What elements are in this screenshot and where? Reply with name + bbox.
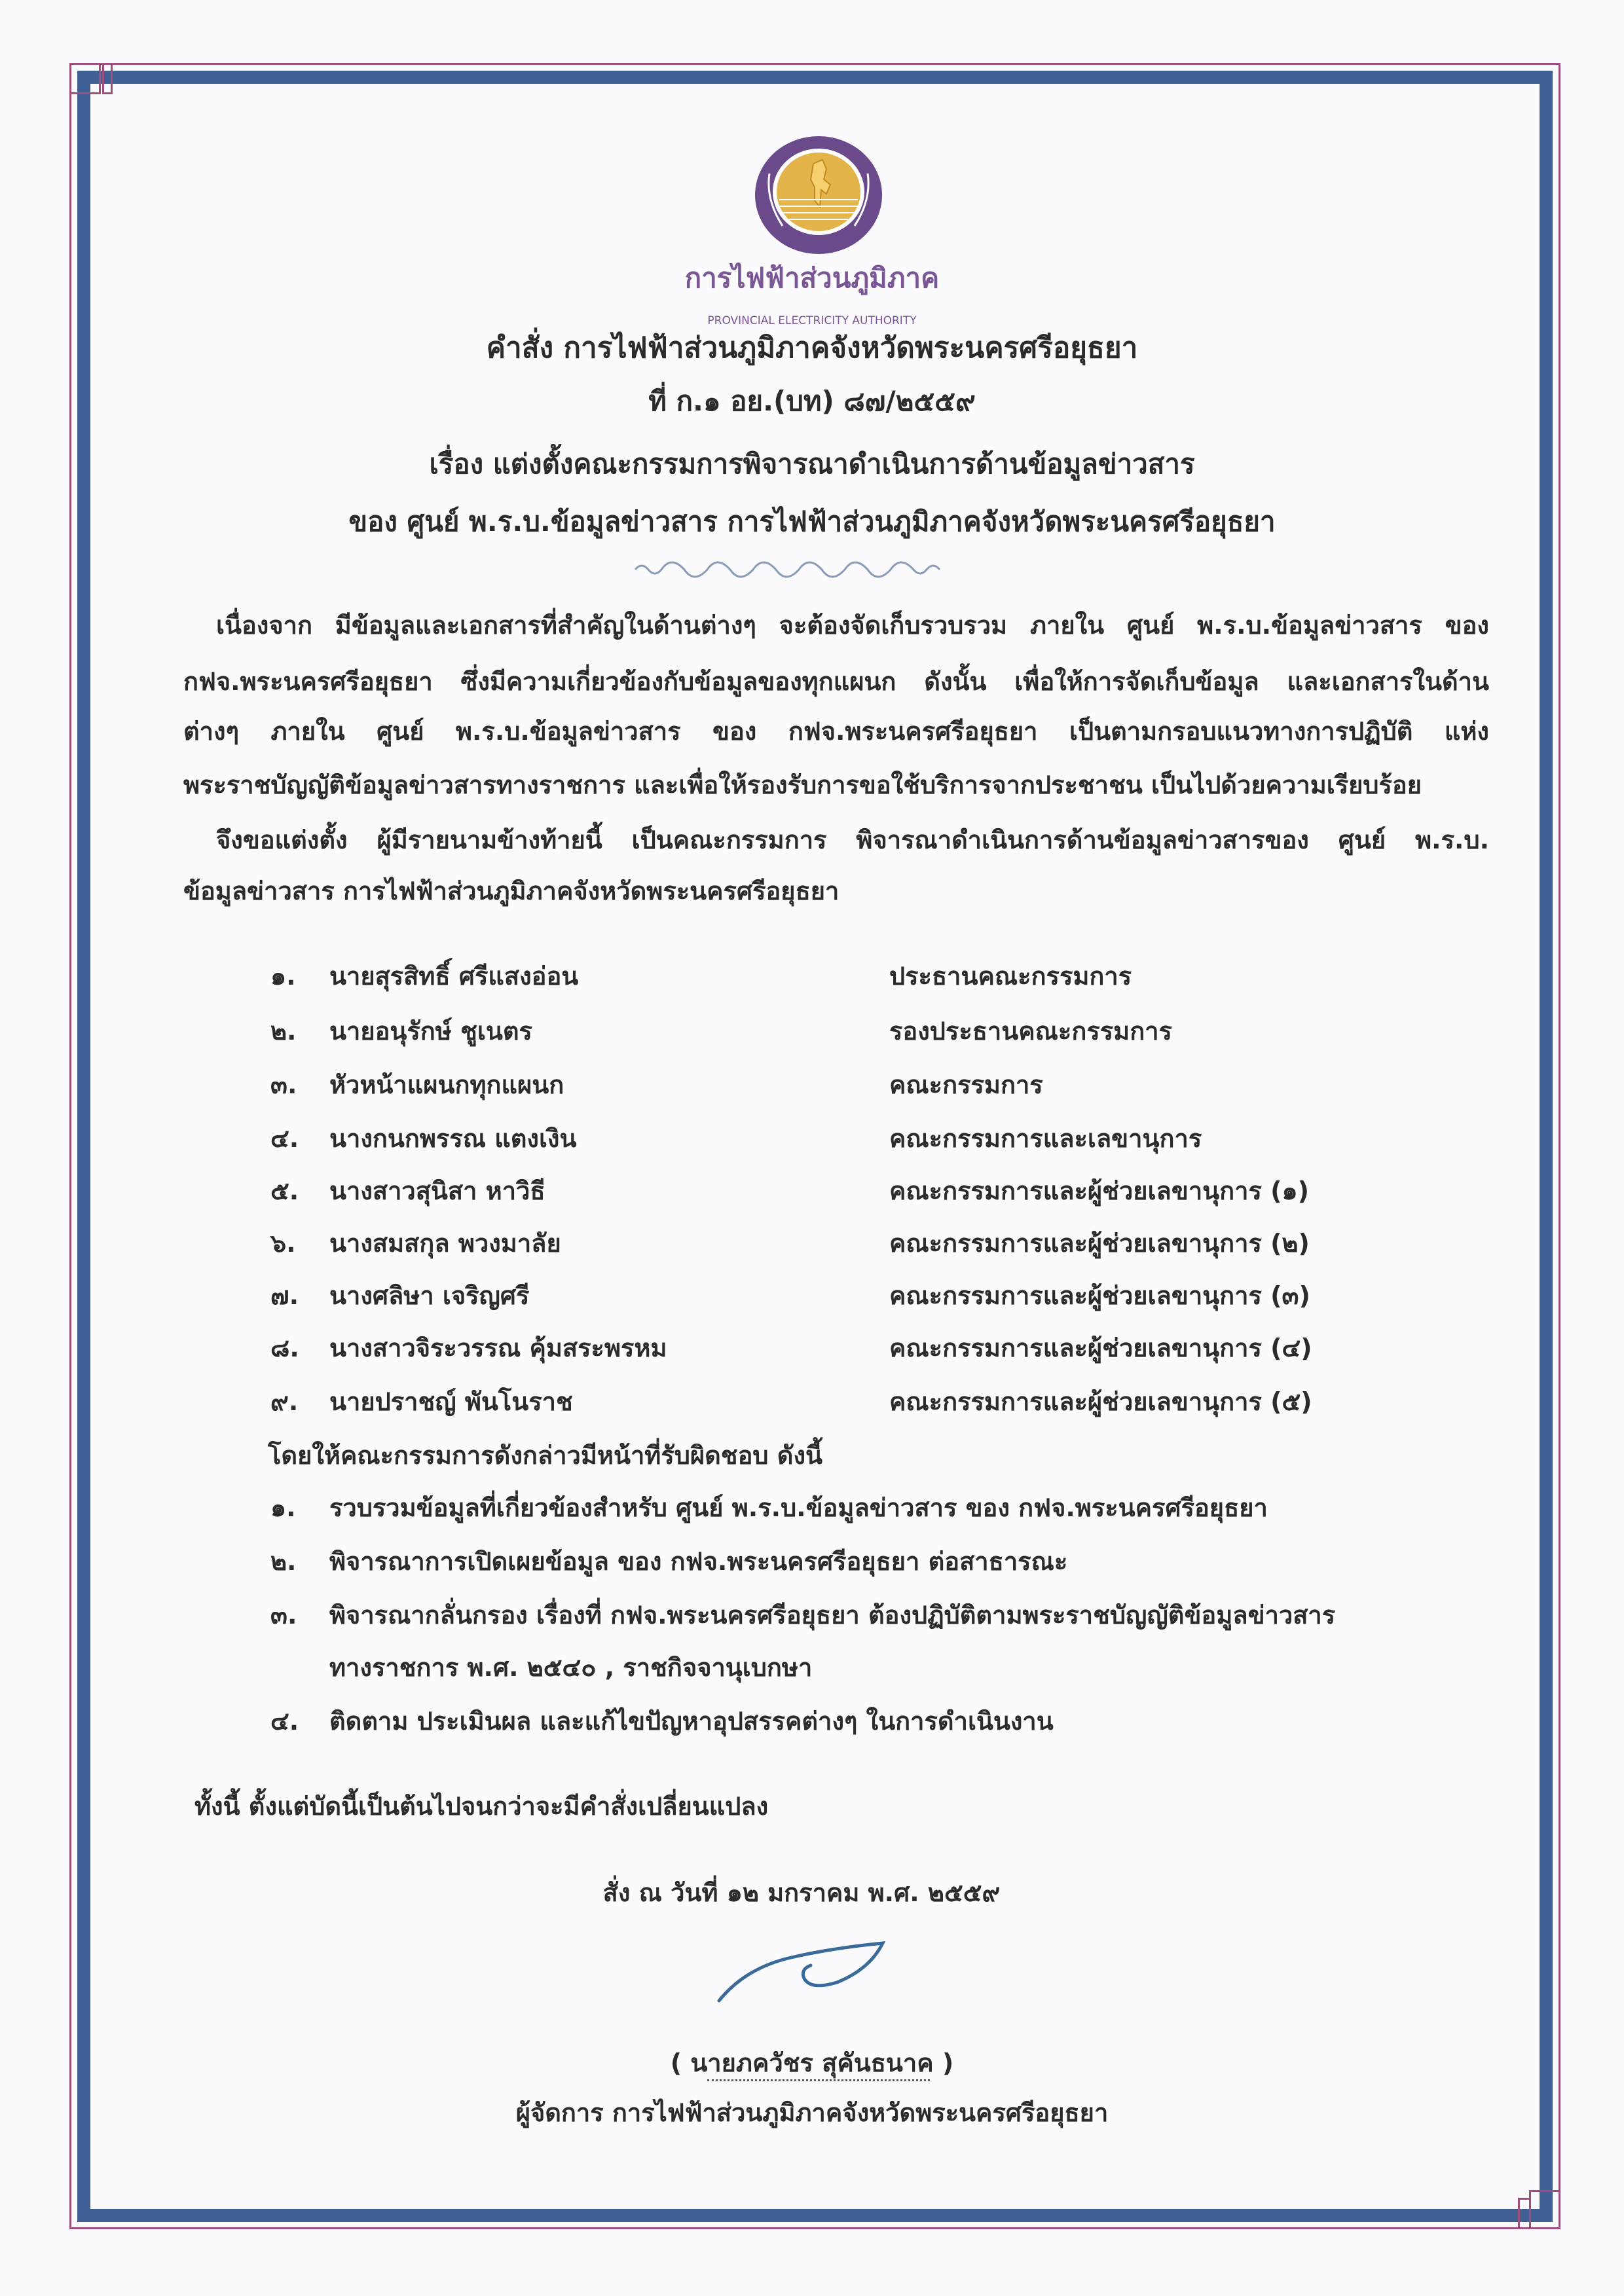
item-number: ๔. bbox=[270, 1707, 299, 1736]
corner-box-tl2 bbox=[102, 63, 113, 94]
paragraph1-line: ต่างๆ ภายใน ศูนย์ พ.ร.บ.ข้อมูลข่าวสาร ของ กฟจ.พระนครศรีอยุธยา เป็นตามกรอบแนวทางการปฏิบัติ แห่ง bbox=[183, 717, 1489, 746]
member-name: นายสุรสิทธิ์ ศรีแสงอ่อน bbox=[329, 962, 579, 991]
closing-statement: ทั้งนี้ ตั้งแต่บัดนี้เป็นต้นไปจนกว่าจะมีคำสั่งเปลี่ยนแปลง bbox=[194, 1792, 769, 1821]
paragraph1-line: เนื่องจาก มีข้อมูลและเอกสารที่สำคัญในด้านต่างๆ จะต้องจัดเก็บรวบรวม ภายใน ศูนย์ พ.ร.บ.ข้อมูลข่าวสาร ของ bbox=[216, 611, 1489, 640]
member-name: นางศลิษา เจริญศรี bbox=[329, 1281, 530, 1310]
duty-text: ทางราชการ พ.ศ. ๒๕๔๐ , ราชกิจจานุเบกษา bbox=[329, 1653, 813, 1682]
signatory-position: ผู้จัดการ การไฟฟ้าส่วนภูมิภาคจังหวัดพระนครศรีอยุธยา bbox=[515, 2098, 1109, 2127]
member-role: คณะกรรมการและผู้ช่วยเลขานุการ (๒) bbox=[889, 1229, 1310, 1258]
order-subject-line2: ของ ศูนย์ พ.ร.บ.ข้อมูลข่าวสาร การไฟฟ้าส่วนภูมิภาคจังหวัดพระนครศรีอยุธยา bbox=[348, 505, 1276, 538]
committee-row bbox=[270, 1070, 1043, 1099]
item-number: ๘. bbox=[270, 1334, 299, 1362]
order-number: ที่ ก.๑ อย.(บท) ๘๗/๒๕๕๙ bbox=[648, 385, 976, 417]
paragraph2-line: จึงขอแต่งตั้ง ผู้มีรายนามข้างท้ายนี้ เป็นคณะกรรมการ พิจารณาดำเนินการด้านข้อมูลข่าวสารของ ศูนย์ พ.ร.บ. bbox=[216, 826, 1489, 854]
committee-row bbox=[270, 1176, 1309, 1205]
committee-row bbox=[270, 1334, 1312, 1362]
duty-item bbox=[270, 1493, 1268, 1522]
item-number: ๑. bbox=[270, 1493, 296, 1522]
duty-text: พิจารณากลั่นกรอง เรื่องที่ กฟจ.พระนครศรีอยุธยา ต้องปฏิบัติตามพระราชบัญญัติข้อมูลข่าวสาร bbox=[329, 1601, 1336, 1630]
org-name-english: PROVINCIAL ELECTRICITY AUTHORITY bbox=[707, 314, 917, 327]
item-number: ๓. bbox=[270, 1070, 297, 1099]
corner-box-br bbox=[1529, 2190, 1560, 2229]
member-name: นายอนุรักษ์ ชูเนตร bbox=[329, 1017, 532, 1046]
handwritten-signature bbox=[714, 1938, 897, 2010]
member-role: คณะกรรมการและเลขานุการ bbox=[889, 1124, 1202, 1153]
member-name: นางสมสกุล พวงมาลัย bbox=[329, 1229, 561, 1258]
committee-row bbox=[270, 1387, 1312, 1416]
duty-item bbox=[270, 1547, 1068, 1576]
committee-row bbox=[270, 1124, 1202, 1153]
member-role: คณะกรรมการและผู้ช่วยเลขานุการ (๔) bbox=[889, 1334, 1312, 1362]
committee-row bbox=[270, 1229, 1310, 1258]
member-name: นางสาวสุนิสา หาวิธี bbox=[329, 1176, 545, 1205]
item-number: ๕. bbox=[270, 1176, 299, 1205]
paragraph1-line: กฟจ.พระนครศรีอยุธยา ซึ่งมีความเกี่ยวข้องกับข้อมูลของทุกแผนก ดังนั้น เพื่อให้การจัดเก็บข้อมูล และเอกสารในด้าน bbox=[183, 667, 1489, 696]
corner-box-br2 bbox=[1518, 2198, 1531, 2229]
item-number: ๔. bbox=[270, 1124, 299, 1153]
item-number: ๑. bbox=[270, 962, 296, 991]
committee-row bbox=[270, 962, 1132, 991]
duties-intro: โดยให้คณะกรรมการดังกล่าวมีหน้าที่รับผิดชอบ ดังนี้ bbox=[268, 1441, 822, 1470]
org-name-thai: การไฟฟ้าส่วนภูมิภาค bbox=[684, 262, 940, 294]
duty-text: พิจารณาการเปิดเผยข้อมูล ของ กฟจ.พระนครศรีอยุธยา ต่อสาธารณะ bbox=[329, 1547, 1068, 1576]
border-bar-bottom bbox=[77, 2209, 1552, 2222]
border-bar-top bbox=[77, 71, 1552, 84]
duty-item bbox=[270, 1601, 1336, 1682]
signature-dotted-line bbox=[707, 2079, 930, 2081]
paragraph2-line: ข้อมูลข่าวสาร การไฟฟ้าส่วนภูมิภาคจังหวัดพระนครศรีอยุธยา bbox=[183, 877, 840, 905]
member-role: รองประธานคณะกรรมการ bbox=[889, 1017, 1172, 1046]
signatory-name: ( นายภควัชร สุคันธนาค ) bbox=[670, 2049, 954, 2077]
member-role: คณะกรรมการและผู้ช่วยเลขานุการ (๕) bbox=[889, 1387, 1312, 1416]
item-number: ๓. bbox=[270, 1601, 297, 1630]
member-name: หัวหน้าแผนกทุกแผนก bbox=[329, 1070, 564, 1099]
item-number: ๒. bbox=[270, 1017, 297, 1046]
committee-row bbox=[270, 1281, 1310, 1310]
duty-text: รวบรวมข้อมูลที่เกี่ยวข้องสำหรับ ศูนย์ พ.ร.บ.ข้อมูลข่าวสาร ของ กฟจ.พระนครศรีอยุธยา bbox=[329, 1493, 1268, 1522]
order-subject-line1: เรื่อง แต่งตั้งคณะกรรมการพิจารณาดำเนินการด้านข้อมูลข่าวสาร bbox=[429, 448, 1195, 480]
member-role: คณะกรรมการและผู้ช่วยเลขานุการ (๓) bbox=[889, 1281, 1310, 1310]
member-role: ประธานคณะกรรมการ bbox=[889, 962, 1132, 991]
order-title: คำสั่ง การไฟฟ้าส่วนภูมิภาคจังหวัดพระนครศรีอยุธยา bbox=[486, 331, 1138, 365]
member-role: คณะกรรมการและผู้ช่วยเลขานุการ (๑) bbox=[889, 1176, 1309, 1205]
member-name: นางสาวจิระวรรณ คุ้มสระพรหม bbox=[329, 1334, 667, 1362]
order-date: สั่ง ณ วันที่ ๑๒ มกราคม พ.ศ. ๒๕๕๙ bbox=[602, 1878, 1001, 1907]
item-number: ๗. bbox=[270, 1281, 299, 1310]
item-number: ๙. bbox=[270, 1387, 299, 1416]
duty-text: ติดตาม ประเมินผล และแก้ไขปัญหาอุปสรรคต่างๆ ในการดำเนินงาน bbox=[329, 1707, 1054, 1736]
member-role: คณะกรรมการ bbox=[889, 1070, 1043, 1099]
item-number: ๒. bbox=[270, 1547, 297, 1576]
duty-item bbox=[270, 1707, 1054, 1736]
committee-row bbox=[270, 1017, 1172, 1046]
member-name: นางกนกพรรณ แตงเงิน bbox=[329, 1124, 577, 1153]
member-name: นายปราชญ์ พันโนราช bbox=[329, 1387, 573, 1416]
paragraph1-line: พระราชบัญญัติข้อมูลข่าวสารทางราชการ และเพื่อให้รองรับการขอใช้บริการจากประชาชน เป็นไปด้วยความเรียบร้อย bbox=[183, 771, 1422, 799]
ornament-divider bbox=[629, 556, 995, 579]
pea-logo bbox=[753, 134, 884, 256]
corner-box-tl bbox=[69, 63, 101, 94]
item-number: ๖. bbox=[270, 1229, 296, 1258]
